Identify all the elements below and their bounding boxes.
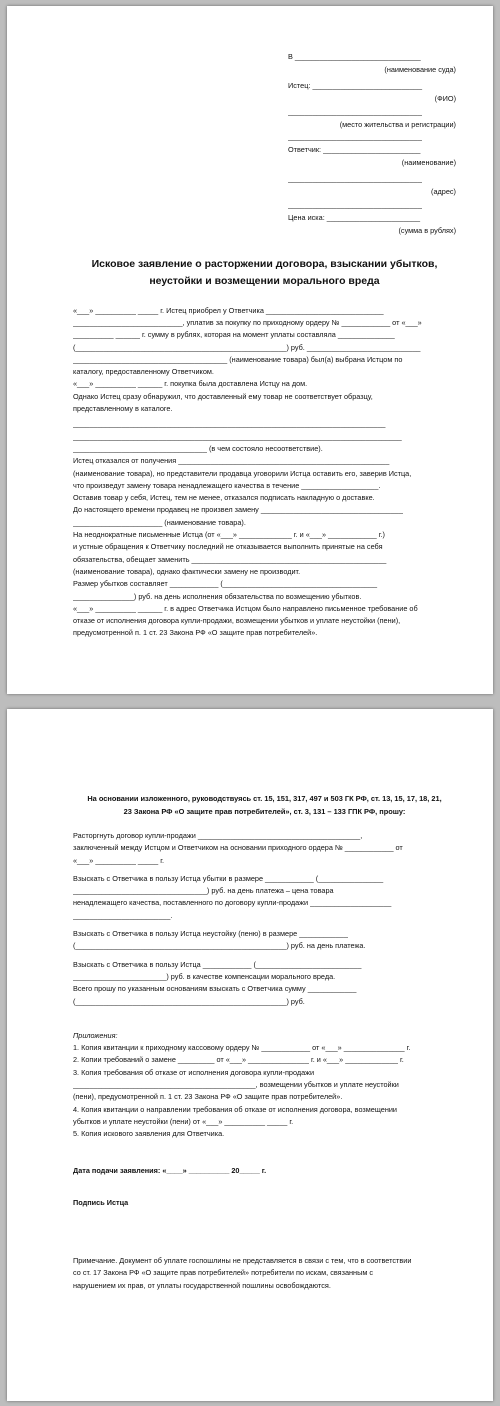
body-line: ______________________________________ (наименование товара) был(а) выбрана Истцом по [73, 354, 403, 364]
basis-line-2: 23 Закона РФ «О защите прав потребителей», ст. 3, 131 – 133 ГПК РФ, прошу: [123, 806, 406, 816]
request-line: Взыскать с Ответчика в пользу Истца неустойку (пеню) в размере ____________ [73, 929, 348, 939]
body-line: и устные обращения к Ответчику последний не отказывается выполнить принятые на себя [73, 542, 383, 552]
document-page-2 [7, 709, 493, 1401]
body-line: «___» __________ ______ г. покупка была доставлена Истцу на дом. [73, 379, 308, 389]
document-title [73, 256, 456, 290]
header-claim-value-line: Цена иска: _______________________ [288, 212, 421, 222]
court-header-block [288, 51, 456, 238]
legal-basis [73, 793, 456, 818]
requests-list [73, 830, 456, 1008]
title-line-1: Исковое заявление о расторжении договора, взыскании убытков, [91, 257, 438, 270]
body-line: ___________________________, уплатив за покупку по приходному ордеру № ____________ от «___» [73, 317, 422, 327]
plaintiff-signature: Подпись Истца [73, 1197, 129, 1207]
body-line: «___» __________ ______ г. в адрес Ответчика Истцом было направлено письменное требование об [73, 603, 418, 613]
body-line: каталогу, предоставленному Ответчиком. [73, 367, 214, 377]
attachment-item: 2. Копии требований о замене _________ от «___» _______________ г. и «___» _____________ г. [73, 1055, 404, 1065]
request-line: ________________________. [73, 910, 173, 920]
body-line: _____________________________________________________________________________ [73, 419, 386, 429]
attachment-item: 4. Копия квитанции о направлении требования об отказе от исполнения договора, возмещении [73, 1104, 398, 1114]
body-line: _______________) руб. на день исполнения обязательства по возмещению убытков. [73, 591, 362, 601]
header-plaintiff-caption: (ФИО) [434, 93, 456, 103]
body-line: предусмотренной п. 1 ст. 23 Закона РФ «О защите прав потребителей». [73, 628, 318, 638]
body-line: (____________________________________________________) руб. ____________________________ [73, 342, 421, 352]
body-line: (наименование товара), однако фактически замену не производит. [73, 566, 301, 576]
body-line: обязательства, обещает заменить ________________________________________________ [73, 554, 387, 564]
attachment-item: 1. Копия квитанции к приходному кассовому ордеру № ____________ от «___» _______________ г. [73, 1043, 411, 1053]
header-address-line: _________________________________ [288, 174, 422, 184]
header-residence-line: _________________________________ [288, 106, 422, 116]
request-line: ненадлежащего качества, поставленного по договору купли-продажи ____________________ [73, 898, 392, 908]
request-line: _________________________________) руб. на день платежа – цена товара [73, 886, 334, 896]
request-line: Взыскать с Ответчика в пользу Истца убытки в размере ____________ (________________ [73, 873, 384, 883]
header-address-caption: (адрес) [431, 187, 456, 197]
header-plaintiff-line: Истец: ___________________________ [288, 80, 423, 90]
body-line: «___» __________ _____ г. Истец приобрел у Ответчика _____________________________ [73, 305, 384, 315]
request-line: «___» __________ _____ г. [73, 855, 165, 865]
header-court-line: В _______________________________ [288, 52, 421, 61]
body-line: ______________________ (наименование товара). [73, 517, 246, 527]
note-line: нарушением их прав, от уплаты государственной пошлины освобождаются. [73, 1280, 331, 1290]
header-court-caption: (наименование суда) [384, 64, 456, 74]
body-line: отказе от исполнения договора купли-продажи, возмещении убытков и уплате неустойки (пени), [73, 616, 401, 626]
attachment-item: 3. Копия требования об отказе от исполнения договора купли-продажи [73, 1067, 315, 1077]
body-line: (наименование товара), но представители продавца уговорили Истца оставить его, заверив Истца, [73, 468, 412, 478]
body-line: __________ ______ г. сумму в рублях, которая на момент уплаты составляла ______________ [73, 330, 395, 340]
basis-line-1: На основании изложенного, руководствуясь ст. 15, 151, 317, 497 и 503 ГК РФ, ст. 13, 15, 17, 18, 21, [87, 794, 442, 803]
attachment-item: (пени), предусмотренной п. 1 ст. 23 Закона РФ «О защите прав потребителей». [73, 1092, 343, 1102]
request-line: (____________________________________________________) руб. [73, 996, 305, 1006]
request-line: Расторгнуть договор купли-продажи ________________________________________, [73, 831, 363, 840]
attachment-item: _____________________________________________, возмещении убытков и уплате неустойки [73, 1080, 399, 1090]
body-line: Размер убытков составляет ____________ (______________________________________ [73, 579, 378, 589]
note-line: Примечание. Документ об уплате госпошлины не представляется в связи с тем, что в соответствии [73, 1256, 412, 1266]
body-line: На неоднократные письменные Истца (от «___» _____________ г. и «___» ____________ г.) [73, 530, 385, 540]
note-section [73, 1255, 456, 1292]
note-line: со ст. 17 Закона РФ «О защите прав потребителей» потребители по искам, связанным с [73, 1268, 374, 1278]
body-line: До настоящего времени продавец не произвел замену ___________________________________ [73, 505, 403, 515]
document-page-1 [7, 6, 493, 694]
request-line: Всего прошу по указанным основаниям взыскать с Ответчика сумму ____________ [73, 984, 357, 994]
request-line: _______________________) руб. в качестве компенсации морального вреда. [73, 971, 336, 981]
request-line: (____________________________________________________) руб. на день платежа. [73, 941, 366, 951]
claim-body [73, 305, 456, 640]
header-blank-line-2: _________________________________ [288, 199, 422, 209]
body-line: что произведут замену товара ненадлежащего качества в течение ___________________. [73, 480, 381, 490]
attachments-title: Приложения: [73, 1030, 118, 1040]
body-line: Оставив товар у себя, Истец, тем не менее, отказался подписать накладную о доставке. [73, 493, 375, 503]
header-residence-caption: (место жительства и регистрации) [339, 119, 456, 129]
header-defendant-line: Ответчик: ________________________ [288, 145, 421, 155]
header-blank-line: _________________________________ [288, 132, 422, 142]
attachments-section [73, 1030, 456, 1141]
body-line: Однако Истец сразу обнаружил, что доставленный ему товар не соответствует образцу, [73, 391, 373, 401]
title-line-2: неустойки и возмещении морального вреда [149, 274, 380, 287]
body-line: представленному в каталоге. [73, 404, 173, 414]
attachment-item: убытков и уплате неустойки (пени) от «___» __________ _____ г. [73, 1116, 294, 1126]
request-line: Взыскать с Ответчика в пользу Истца ____________ (__________________________ [73, 959, 362, 969]
filing-date: Дата подачи заявления: «____» __________ 20_____ г. [73, 1165, 267, 1175]
attachment-item: 5. Копия искового заявления для Ответчика. [73, 1129, 225, 1139]
body-line: _________________________________ (в чем состояло несоответствие). [73, 443, 323, 453]
body-line: Истец отказался от получения ____________________________________________________ [73, 456, 390, 466]
body-line: _________________________________________________________________________________ [73, 431, 402, 441]
header-defendant-caption: (наименование) [401, 158, 456, 168]
header-claim-value-caption: (сумма в рублях) [398, 225, 456, 235]
request-line: заключенный между Истцом и Ответчиком на основании приходного ордера № ____________ от [73, 843, 403, 853]
